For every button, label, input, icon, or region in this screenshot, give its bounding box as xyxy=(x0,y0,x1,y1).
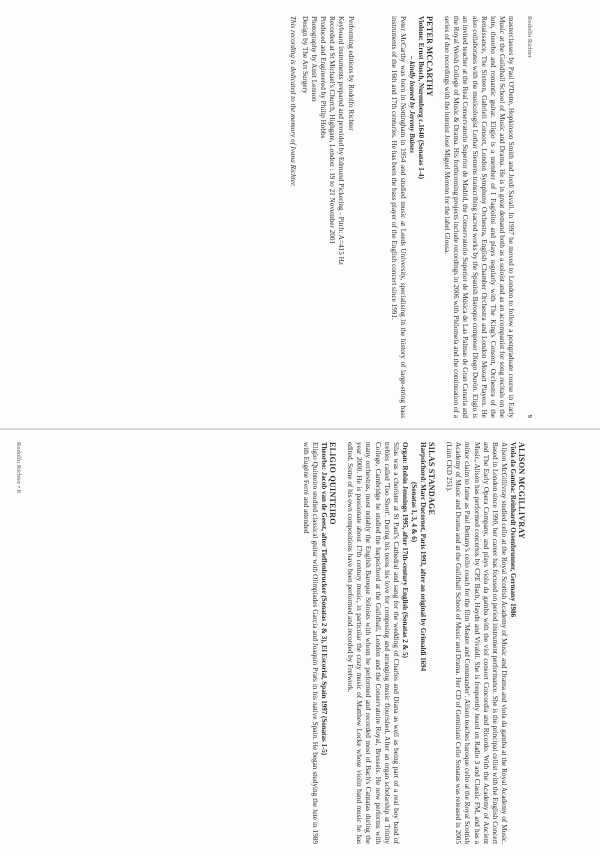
eligio-heading: ELIGIO QUINTEIRO xyxy=(328,442,338,525)
dedication: This recording is dedicated to the memory of Ivana Richter. xyxy=(289,16,298,187)
credit-line: Recorded at St Michael's Church, Highgate, London : 19 to 21 November 2001 xyxy=(328,16,337,245)
page-fold-divider xyxy=(0,428,600,430)
production-credits xyxy=(288,16,354,418)
peter-bio: Peter McCarthy was born in Nottingham in 1954 and studied music at Leeds University, specialising in the history of large-string bass instruments of the 16th and 17th centuries. He has been the bass player of the English concert since 1991. xyxy=(389,16,407,418)
running-header xyxy=(525,16,534,418)
alison-heading: ALISON MCGILLIVRAY xyxy=(517,442,526,539)
peter-instrument: Violone: Ernst Busch, Nuremberg c.1640 (Sonatas 1-4) xyxy=(417,16,426,179)
credit-line: Performing editions by Rodolfo Richter xyxy=(346,16,355,131)
peter-loan-credit: – kindly loaned by Jeremy Baines xyxy=(407,56,416,154)
credit-line: Photography by Amit Lennon xyxy=(309,16,318,102)
page-footer: Rodolfo Richter • 8 xyxy=(15,442,23,493)
silas-instrument-harpsichord: Harpsichord: Marc Ducornet, Paris 1993, after an original by Grimaldi 1694 xyxy=(419,442,428,672)
page-number: 9 xyxy=(526,414,533,418)
page-left-8 xyxy=(10,438,540,848)
alison-bio: Alison McGillivray studied cello at the Royal Scottish Academy of Music and Drama and viola da gamba at the Royal Academy of Music. Based in London since 1990, her career has focused on period instrument performance. She is the principal cellist with the English Concert and The Early Opera Company, and plays viola da gamba with the viol consort Concordia and Ricordo. With the Academy of Ancient Music, Alison has performed concertos by CPE Bach, Haydn and Vivaldi. She is frequently heard on Radio 3 and Classic FM, and has a minor claim to fame as Paul Bettany's cello coach for the film 'Master and Commander'. Alison teaches baroque cello at the Royal Scottish Academy of Music and Drama and at the Guildhall School of Music and Drama. Her CD of Geminiani Cello Sonatas was released in 2005 (Linn CKD 251). xyxy=(445,442,508,844)
running-head-title: Rodolfo Richter xyxy=(526,16,533,59)
eligio-bio: Eligio Quinteiro studied classical guitar with Olimpiades García and Joaquín Prats in his native Spain. He began studying the lute in 1989 with Eugène Ferré and attended xyxy=(301,442,320,844)
peter-mccarthy-heading: PETER MCCARTHY xyxy=(425,16,435,97)
eligio-bio-continued: masterclasses by Paul O'Dette, Hopkinson Smith and Jordi Savall. In 1997 he moved to London to follow a postgraduate course in Early Music at the Guildhall School of Music and Drama. He is in great demand both as a soloist and as an accompanist for song recitals on the lute, theorbo and romantic guitar. Eligio is a member of I Fagiolini and plays regularly with The King's Consort, Orchestra of the Renaissance, The Sixteen, Gabrieli Consort, London Symphony Orchestra, English Chamber Orchestra and London Mozart Players. He also collaborates with the musicologist Lothar Siemens transcribing sacred works by the Spanish Baroque composer Diego Durón. Eligio is an invited teacher at the Real Conservatorio Superior de Madrid, the Conservatorio Superior de Música de Las Palmas de Gran Canaria and the Royal Welsh College of Music & Drama. His forthcoming projects include recordings in 2006 with Philomela and the continuation of a series of duo recordings with the lutenist José Miguel Moreno for the label Glossa. xyxy=(443,16,515,418)
silas-instrument-harpsichord-sonatas: (Sonatas 1, 3, 4 & 6) xyxy=(409,482,418,543)
silas-instrument-organ: Organ: Robin Jennings 1995, after 17th-century English (Sonatas 2 & 5) xyxy=(400,442,409,658)
credit-line: Produced and Engineered by Philip Hobbs xyxy=(319,16,328,139)
credit-line: Keyboard instruments prepared and provided by Edmund Pickering - Pitch: A=415 Hz xyxy=(337,16,346,265)
silas-bio: Silas was a chorister at St Paul's Cathedral and sang for the wedding of Charles and Diana as well as being part of a real boy band of trebles called 'Too Short'. During his teens his love for composing and arranging music flourished. After an organ scholarship at Trinity College, Cambridge he studied the harpsichord at the Guildhall, London and the Conservatoire Royal, Brussels. He now performs with many orchestras, most notably the English Baroque Soloists with whom he performed and recorded most of Bach's Cantatas during the year 2000. He is passionate about 17th century music, in particular the crazy music of Matthew Locke whose violin band music he has edited. Some of his own compositions have been performed and recorded by Fretwork. xyxy=(346,442,400,844)
silas-heading: SILAS STANDAGE xyxy=(427,442,437,516)
credit-line: Design by The Art Surgery xyxy=(300,16,309,94)
alison-instrument: Viola da Gamba: Reinhardt Ossenbrunner, Germany 1986 xyxy=(508,442,517,618)
eligio-instrument: Theorbo: Jacob van de Geest, after Tieffenbrucker (Sonatas 2 & 3), El Escorial, Spain 1997 (Sonatas 1-5) xyxy=(320,442,329,756)
page-right-9 xyxy=(10,12,540,422)
